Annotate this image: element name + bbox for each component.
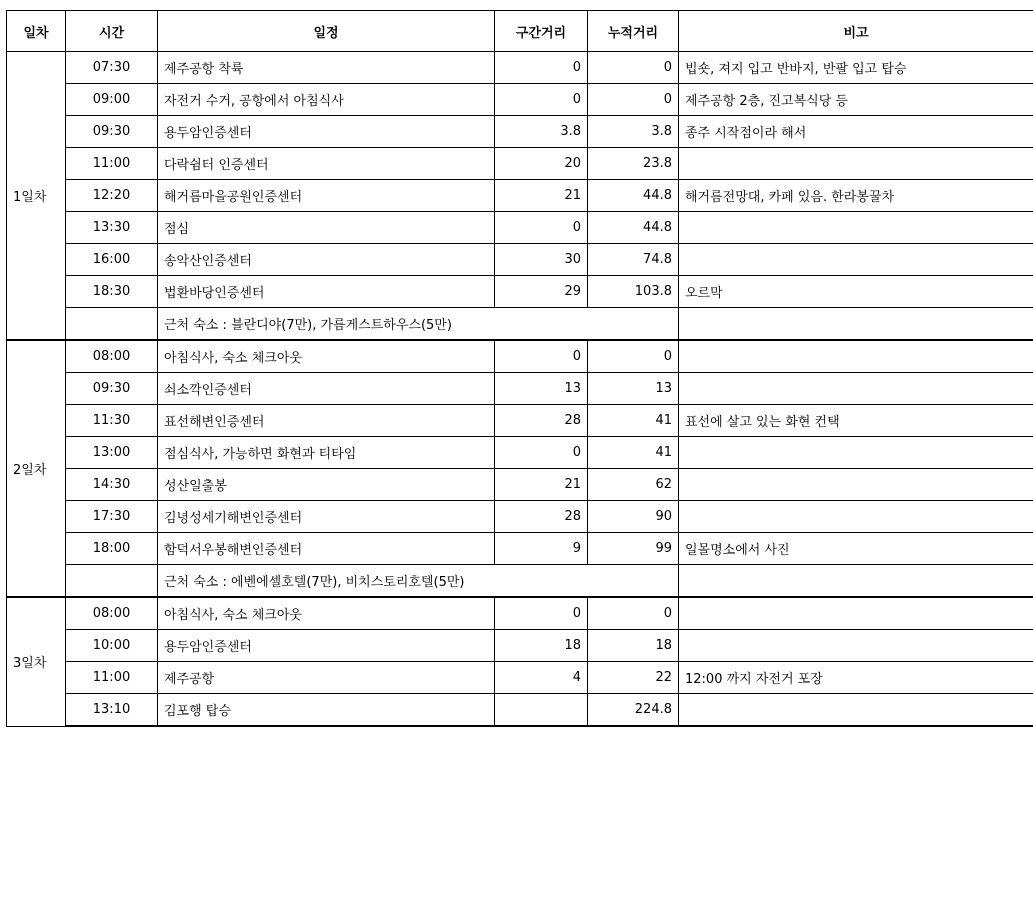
schedule-cell: 제주공항	[158, 662, 495, 694]
time-cell: 11:00	[66, 148, 158, 180]
table-row	[7, 212, 1033, 244]
table-row	[7, 694, 1033, 727]
segment-distance-cell: 28	[495, 405, 588, 437]
note-cell	[679, 212, 1033, 244]
schedule-cell: 표선해변인증센터	[158, 405, 495, 437]
cumulative-distance-cell: 44.8	[588, 180, 679, 212]
segment-distance-cell: 21	[495, 469, 588, 501]
lodging-cell: 근처 숙소 : 블란디야(7만), 가름게스트하우스(5만)	[158, 308, 679, 341]
table-row	[7, 630, 1033, 662]
table-row	[7, 116, 1033, 148]
table-row	[7, 52, 1033, 84]
time-cell: 07:30	[66, 52, 158, 84]
segment-distance-cell: 20	[495, 148, 588, 180]
table-row	[7, 180, 1033, 212]
time-cell: 16:00	[66, 244, 158, 276]
cumulative-distance-cell: 90	[588, 501, 679, 533]
time-cell	[66, 308, 158, 341]
note-cell	[679, 469, 1033, 501]
time-cell: 13:10	[66, 694, 158, 727]
time-cell: 18:00	[66, 533, 158, 565]
note-cell	[679, 565, 1033, 598]
segment-distance-cell	[495, 694, 588, 727]
note-cell	[679, 148, 1033, 180]
table-row	[7, 340, 1033, 373]
note-cell	[679, 308, 1033, 341]
note-cell	[679, 244, 1033, 276]
note-cell	[679, 373, 1033, 405]
cumulative-distance-cell: 99	[588, 533, 679, 565]
segment-distance-cell: 29	[495, 276, 588, 308]
time-cell	[66, 565, 158, 598]
itinerary-table	[6, 10, 1033, 727]
table-row	[7, 373, 1033, 405]
note-cell: 일몰명소에서 사진	[679, 533, 1033, 565]
lodging-row	[7, 308, 1033, 341]
table-row	[7, 84, 1033, 116]
cumulative-distance-cell: 23.8	[588, 148, 679, 180]
schedule-cell: 김녕성세기해변인증센터	[158, 501, 495, 533]
schedule-cell: 법환바당인증센터	[158, 276, 495, 308]
segment-distance-cell: 21	[495, 180, 588, 212]
time-cell: 17:30	[66, 501, 158, 533]
cumulative-distance-cell: 224.8	[588, 694, 679, 727]
schedule-cell: 점심	[158, 212, 495, 244]
note-cell: 해거름전망대, 카페 있음. 한라봉꿀차	[679, 180, 1033, 212]
header-note: 비고	[679, 11, 1033, 52]
table-row	[7, 533, 1033, 565]
segment-distance-cell: 0	[495, 212, 588, 244]
day-label: 2일차	[7, 340, 66, 597]
header-time: 시간	[66, 11, 158, 52]
note-cell	[679, 694, 1033, 727]
note-cell: 종주 시작점이라 해서	[679, 116, 1033, 148]
note-cell: 오르막	[679, 276, 1033, 308]
header-segment-distance: 구간거리	[495, 11, 588, 52]
time-cell: 11:00	[66, 662, 158, 694]
schedule-cell: 용두암인증센터	[158, 116, 495, 148]
table-row	[7, 405, 1033, 437]
schedule-cell: 아침식사, 숙소 체크아웃	[158, 340, 495, 373]
cumulative-distance-cell: 0	[588, 84, 679, 116]
cumulative-distance-cell: 0	[588, 340, 679, 373]
schedule-cell: 쇠소깍인증센터	[158, 373, 495, 405]
lodging-row	[7, 565, 1033, 598]
table-row	[7, 148, 1033, 180]
time-cell: 13:30	[66, 212, 158, 244]
table-row	[7, 469, 1033, 501]
time-cell: 13:00	[66, 437, 158, 469]
table-row	[7, 597, 1033, 630]
cumulative-distance-cell: 74.8	[588, 244, 679, 276]
header-day: 일차	[7, 11, 66, 52]
cumulative-distance-cell: 41	[588, 437, 679, 469]
cumulative-distance-cell: 3.8	[588, 116, 679, 148]
note-cell: 제주공항 2층, 진고복식당 등	[679, 84, 1033, 116]
schedule-cell: 제주공항 착륙	[158, 52, 495, 84]
day-label: 1일차	[7, 52, 66, 341]
note-cell: 표선에 살고 있는 화현 컨택	[679, 405, 1033, 437]
schedule-cell: 자전거 수거, 공항에서 아침식사	[158, 84, 495, 116]
note-cell: 12:00 까지 자전거 포장	[679, 662, 1033, 694]
note-cell	[679, 597, 1033, 630]
cumulative-distance-cell: 22	[588, 662, 679, 694]
header-schedule: 일정	[158, 11, 495, 52]
schedule-cell: 함덕서우봉해변인증센터	[158, 533, 495, 565]
schedule-cell: 아침식사, 숙소 체크아웃	[158, 597, 495, 630]
day-label: 3일차	[7, 597, 66, 726]
time-cell: 09:30	[66, 373, 158, 405]
segment-distance-cell: 9	[495, 533, 588, 565]
note-cell	[679, 340, 1033, 373]
time-cell: 09:00	[66, 84, 158, 116]
segment-distance-cell: 0	[495, 52, 588, 84]
time-cell: 08:00	[66, 597, 158, 630]
schedule-cell: 송악산인증센터	[158, 244, 495, 276]
table-row	[7, 437, 1033, 469]
cumulative-distance-cell: 0	[588, 597, 679, 630]
note-cell	[679, 501, 1033, 533]
schedule-cell: 점심식사, 가능하면 화현과 티타임	[158, 437, 495, 469]
segment-distance-cell: 13	[495, 373, 588, 405]
segment-distance-cell: 0	[495, 597, 588, 630]
schedule-cell: 김포행 탑승	[158, 694, 495, 727]
segment-distance-cell: 4	[495, 662, 588, 694]
time-cell: 09:30	[66, 116, 158, 148]
schedule-cell: 성산일출봉	[158, 469, 495, 501]
segment-distance-cell: 0	[495, 84, 588, 116]
table-row	[7, 276, 1033, 308]
segment-distance-cell: 3.8	[495, 116, 588, 148]
cumulative-distance-cell: 18	[588, 630, 679, 662]
cumulative-distance-cell: 13	[588, 373, 679, 405]
header-row	[7, 11, 1033, 52]
segment-distance-cell: 30	[495, 244, 588, 276]
segment-distance-cell: 28	[495, 501, 588, 533]
segment-distance-cell: 18	[495, 630, 588, 662]
table-row	[7, 662, 1033, 694]
table-body	[7, 52, 1033, 727]
time-cell: 10:00	[66, 630, 158, 662]
cumulative-distance-cell: 41	[588, 405, 679, 437]
note-cell	[679, 437, 1033, 469]
cumulative-distance-cell: 62	[588, 469, 679, 501]
lodging-cell: 근처 숙소 : 에벤에셀호텔(7만), 비치스토리호텔(5만)	[158, 565, 679, 598]
schedule-cell: 해거름마을공원인증센터	[158, 180, 495, 212]
segment-distance-cell: 0	[495, 437, 588, 469]
time-cell: 12:20	[66, 180, 158, 212]
cumulative-distance-cell: 44.8	[588, 212, 679, 244]
time-cell: 14:30	[66, 469, 158, 501]
note-cell	[679, 630, 1033, 662]
cumulative-distance-cell: 0	[588, 52, 679, 84]
time-cell: 11:30	[66, 405, 158, 437]
segment-distance-cell: 0	[495, 340, 588, 373]
note-cell: 빕숏, 져지 입고 반바지, 반팔 입고 탑승	[679, 52, 1033, 84]
schedule-cell: 다락쉼터 인증센터	[158, 148, 495, 180]
header-cumulative-distance: 누적거리	[588, 11, 679, 52]
cumulative-distance-cell: 103.8	[588, 276, 679, 308]
table-row	[7, 501, 1033, 533]
time-cell: 08:00	[66, 340, 158, 373]
table-row	[7, 244, 1033, 276]
time-cell: 18:30	[66, 276, 158, 308]
schedule-cell: 용두암인증센터	[158, 630, 495, 662]
